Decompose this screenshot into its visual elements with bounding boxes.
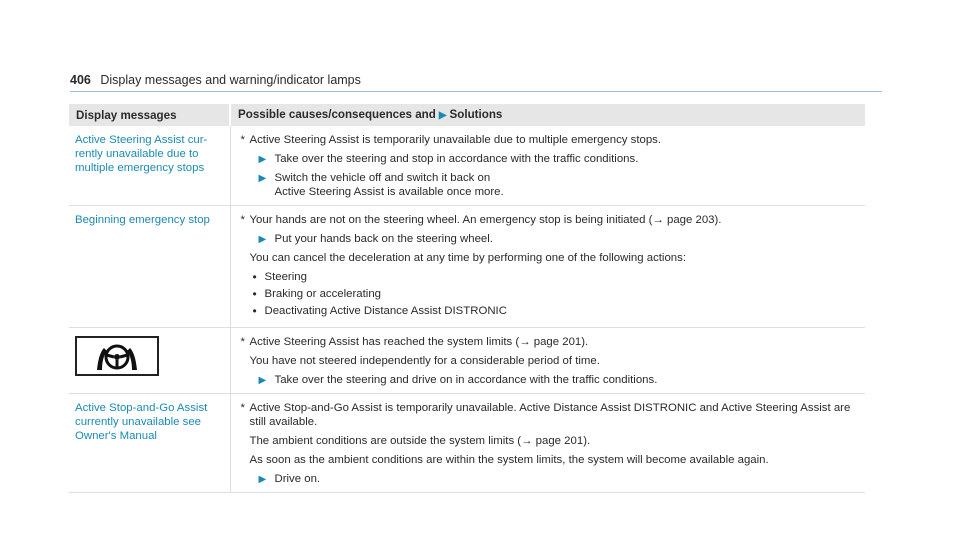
solution-step: [239, 472, 858, 486]
table-row: [69, 394, 865, 493]
solution-cell: [230, 206, 865, 328]
solution-step: [239, 232, 858, 246]
cause-sentence-end: ).: [714, 214, 722, 226]
star-marker: *: [240, 214, 245, 226]
page-ref-arrow-icon: →: [519, 336, 531, 348]
page-ref-arrow-icon: →: [652, 214, 664, 226]
page-ref-arrow-icon: →: [521, 435, 533, 447]
step-arrow-icon: ▶: [258, 173, 267, 184]
message-cell: [69, 328, 230, 394]
info-text: [239, 434, 858, 448]
solution-arrow-icon: ▶: [438, 110, 447, 121]
step-text: Drive on.: [274, 473, 321, 485]
cause-text: [239, 401, 858, 429]
info-text: You can cancel the deceleration at any time by performing one of the following actions:: [249, 252, 686, 264]
cause-text: [239, 213, 858, 227]
step-text: Take over the steering and stop in accordance with the traffic conditions.: [274, 153, 639, 165]
table-row: [69, 206, 865, 328]
step-arrow-icon: ▶: [258, 154, 267, 165]
col-display-messages: Display messages: [69, 104, 230, 126]
message-text: Active Steering Assist cur-rently unavailable due to multiple emergency stops: [75, 134, 208, 174]
step-arrow-icon: ▶: [258, 375, 267, 386]
cause-sentence: Active Stop-and-Go Assist is temporarily unavailable. Active Distance Assist DISTRONIC and Active Steering Assist are: [249, 402, 851, 414]
solution-step: [239, 171, 858, 199]
list-item: • Deactivating Active Distance Assist DISTRONIC: [239, 304, 858, 318]
solution-step: [239, 152, 858, 166]
message-text: Active Stop-and-Go Assist currently unavailable see Owner's Manual: [75, 402, 208, 442]
info-sentence-end: ).: [583, 435, 591, 447]
col2-header-prefix: Possible causes/consequences and: [238, 108, 436, 121]
header-rule: [70, 91, 882, 92]
table-header-row: [69, 104, 865, 126]
col2-header-suffix: Solutions: [449, 108, 503, 121]
cause-text: [239, 335, 858, 349]
step-text: Switch the vehicle off and switch it back on: [274, 172, 491, 184]
info-sentence: The ambient conditions are outside the system limits (: [249, 435, 522, 447]
solution-cell: [230, 126, 865, 206]
step-arrow-icon: ▶: [258, 474, 267, 485]
page-title: Display messages and warning/indicator lamps: [100, 73, 361, 87]
message-cell: [69, 126, 230, 206]
list-item: • Braking or accelerating: [239, 287, 858, 301]
page-reference-link[interactable]: page 201: [535, 435, 584, 447]
cause-sentence-continued: still available.: [249, 416, 318, 428]
cause-sentence: Active Steering Assist is temporarily unavailable due to multiple emergency stops.: [249, 134, 662, 146]
step-text: Take over the steering and drive on in accordance with the traffic conditions.: [274, 374, 658, 386]
page-number: 406: [70, 73, 91, 87]
table-row: [69, 328, 865, 394]
list-item: • Steering: [239, 270, 858, 284]
cause-sentence: Your hands are not on the steering wheel. An emergency stop is being initiated (: [249, 214, 653, 226]
star-marker: *: [240, 336, 245, 348]
col-causes-solutions: [230, 104, 865, 126]
step-text-continued: Active Steering Assist is available once more.: [274, 186, 504, 198]
message-cell: [69, 394, 230, 493]
message-text: Beginning emergency stop: [75, 214, 210, 226]
cause-text: [239, 133, 858, 147]
step-text: Put your hands back on the steering wheel.: [274, 233, 493, 245]
star-marker: *: [240, 134, 245, 146]
cause-sentence-end: ).: [581, 336, 589, 348]
hands-on-steering-wheel-icon: [75, 336, 159, 376]
display-messages-table: [69, 104, 865, 493]
page-header: [70, 73, 361, 87]
solution-cell: [230, 328, 865, 394]
message-cell: [69, 206, 230, 328]
cause-sentence: Active Steering Assist has reached the system limits (: [249, 336, 520, 348]
info-text: You have not steered independently for a considerable period of time.: [249, 355, 600, 367]
info-text: As soon as the ambient conditions are within the system limits, the system will become available again.: [249, 454, 769, 466]
page-reference-link[interactable]: page 203: [667, 214, 715, 226]
table-row: [69, 126, 865, 206]
page-reference-link[interactable]: page 201: [533, 336, 582, 348]
star-marker: *: [240, 402, 245, 414]
step-arrow-icon: ▶: [258, 234, 267, 245]
solution-step: [239, 373, 858, 387]
solution-cell: [230, 394, 865, 493]
